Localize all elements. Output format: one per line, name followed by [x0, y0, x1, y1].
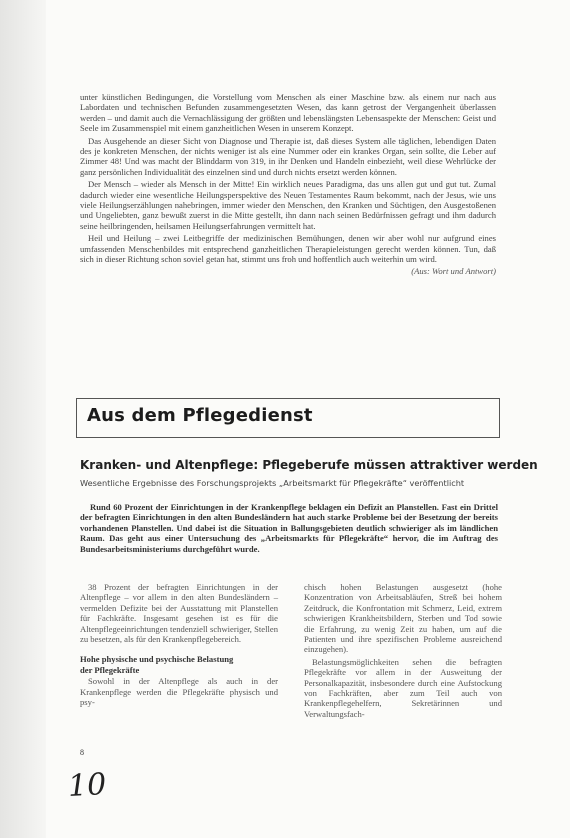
subheading-line-2: der Pflegekräfte — [80, 664, 140, 675]
section-header-box — [76, 398, 500, 438]
right-column-paragraph: chisch hohen Belastungen ausgesetzt (hohe Konzentration von Arbeitsabläufen, Streß bei hohem Zeitdruck, die Konfrontation mit Schmerz, Leid, extrem schwierigen Krankheitsbildern, Sterben und Tod sowie die Erfahrung, zu wenig Zeit zu haben, um auf die Patienten und ihre spezifischen Probleme ausreichend einzugehen). — [304, 582, 502, 655]
scan-edge-shadow — [0, 0, 46, 838]
article-left-column — [80, 582, 278, 709]
article-title: Kranken- und Altenpflege: Pflegeberufe müssen attraktiver werden — [80, 458, 538, 472]
intro-paragraph: unter künstlichen Bedingungen, die Vorstellung vom Menschen als einer Maschine bzw. als einem nur nach aus Labordaten und technischen Befunden zusammengesetzten Wesen, das kann getrost der Vergangenheit überlassen werden – und damit auch die Vernachlässigung der größten und lebenslängsten Lebensaspekte der Menschen: Geist und Seele im Zusammenspiel mit einem ganzheitlichen Wesen in unserem Konzept. — [80, 92, 496, 134]
article-right-column — [304, 582, 502, 721]
intro-text-block — [80, 92, 496, 276]
subheading-line-1: Hohe physische und psychische Belastung — [80, 654, 234, 665]
article-subtitle: Wesentliche Ergebnisse des Forschungsprojekts „Arbeitsmarkt für Pflegekräfte“ veröffentlicht — [80, 478, 465, 488]
intro-paragraph: Der Mensch – wieder als Mensch in der Mitte! Ein wirklich neues Paradigma, das uns allen gut und gut tut. Zumal dadurch wieder eine wesentliche Heilungsperspektive des Neuen Testamentes Raum bekommt, nach der Jesus, wie uns viele Heilungserzählungen nahebringen, immer wieder den Menschen, den Kranken und Süchtigen, den Ausgestoßenen und Ungeliebten, ganz bewußt zuerst in die Mitte gestellt, ihn dann nach seinen Bedürfnissen gefragt und ihm dadurch seine heilbringenden, heilsamen Heilungserfahrungen vermittelt hat. — [80, 179, 496, 231]
intro-paragraph: Das Ausgehende an dieser Sicht von Diagnose und Therapie ist, daß dieses System alle täglichen, lebendigen Daten des je konkreten Menschen, der nichts weniger ist als eine Nummer oder ein krankes Organ, sein sollte, die Leber auf Zimmer 48! Und was macht der Blinddarm von 319, in ihr Denken und Handeln einbezieht, weil diese Wehrlücke der ganz persönlichen Individualität des einzelnen sind und durch nichts ersetzt werden können. — [80, 135, 496, 177]
left-column-paragraph: 38 Prozent der befragten Einrichtungen in der Altenpflege – vor allem in den alten Bundesländern – vermelden Defizite bei der Ausstattung mit Planstellen für Fachkräfte. Insgesamt gesehen ist es für die Altenpflegeeinrichtungen tendenziell schwieriger, Stellen zu besetzen, als für den Krankenpflegebereich. — [80, 582, 278, 645]
left-column-paragraph-2: Sowohl in der Altenpflege als auch in der Krankenpflege werden die Pflegekräfte physisch und psy- — [80, 676, 278, 708]
page-number: 8 — [80, 748, 84, 757]
right-column-paragraph-2: Belastungsmöglichkeiten sehen die befragten Pflegekräfte vor allem in der Ausweitung der Personalkapazität, insbesondere durch eine Aufstockung von Fachkräften, aber zum Teil auch von Krankenpflegehelfern, Sekretärinnen und Verwaltungsfach- — [304, 656, 502, 719]
handwritten-page-number: 10 — [67, 767, 108, 804]
article-subheading — [80, 654, 278, 675]
intro-paragraph: Heil und Heilung – zwei Leitbegriffe der medizinischen Bemühungen, denen wir aber wohl nur aufgrund eines umfassenden Menschenbildes mit entsprechend ganzheitlichen Therapieleistungen gerecht werden können. Tun, daß sich in dieser Richtung schon soviel getan hat, stimmt uns froh und hoffentlich auch weiterhin um wird. — [80, 233, 496, 265]
intro-source: (Aus: Wort und Antwort) — [411, 265, 496, 276]
section-title: Aus dem Pflegedienst — [87, 405, 313, 426]
article-lead: Rund 60 Prozent der Einrichtungen in der Krankenpflege beklagen ein Defizit an Planstellen. Fast ein Drittel der befragten Einrichtungen in den alten Bundesländern hat auch starke Probleme bei der Besetzung der bereits vorhandenen Planstellen. Und dabei ist die Situation in Ballungsgebieten deutlich schwieriger als im ländlichen Raum. Das geht aus einer Untersuchung des „Arbeitsmarkts für Pflegekräfte“ hervor, die im Auftrag des Bundesarbeitsministeriums durchgeführt wurde. — [80, 502, 498, 554]
